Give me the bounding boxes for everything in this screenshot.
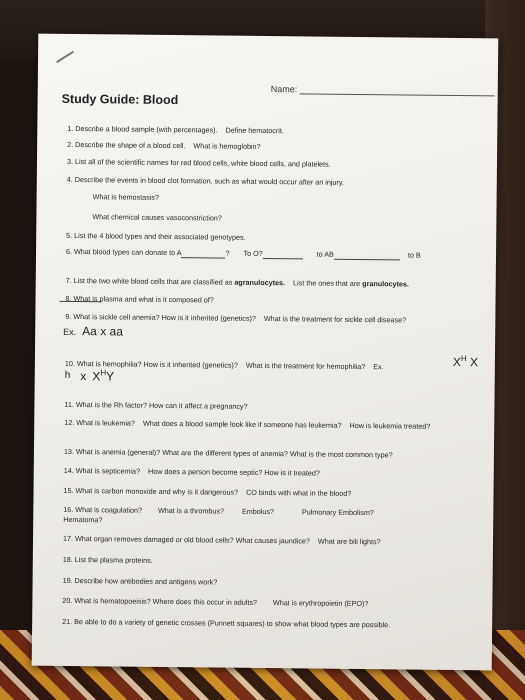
question-20-extra: What is erythropoietin (EPO)?: [272, 598, 369, 609]
question-6-qmark: ?: [225, 248, 230, 258]
question-12-extra: What does a blood sample look like if someone has leukemia?: [142, 418, 342, 430]
question-5: [66, 231, 246, 243]
question-15-text: 15. What is carbon monoxide and why is it dangerous?: [63, 485, 239, 497]
question-9-example: [63, 324, 123, 339]
x-chromosome-2: X: [469, 355, 479, 370]
question-4-sub-2-text: What chemical causes vasoconstriction?: [92, 212, 222, 223]
question-3: [67, 157, 331, 170]
agranulocytes-term: agranulocytes.: [234, 277, 286, 288]
question-2-extra: What is hemoglobin?: [193, 141, 261, 151]
question-17-extra: What are bili lights?: [317, 536, 381, 547]
question-10-text: 10. What is hemophilia? How is it inherited (genetics)?: [64, 358, 238, 370]
question-8-text: 8. What is plasma and what is it composed of?: [65, 293, 214, 305]
question-10-genotype-female: [453, 354, 478, 369]
question-16-thrombus: What is a thrombus?: [158, 505, 225, 516]
x-chromosome: X: [452, 354, 461, 370]
worksheet-paper: [32, 34, 499, 671]
page-title: Study Guide: Blood: [61, 91, 179, 108]
question-16-embolus: Embolus?: [241, 506, 274, 517]
question-6-to-b: to B: [407, 250, 421, 260]
question-19-text: 19. Describe how antibodies and antigens work?: [62, 575, 218, 587]
question-7-text-a: 7. List the two white blood cells that are classified as: [65, 275, 233, 287]
question-3-text: 3. List all of the scientific names for red blood cells, white blood cells, and platelets.: [66, 156, 331, 169]
question-14-extra: How does a person become septic? How is it treated?: [148, 466, 320, 478]
question-16: [63, 505, 374, 518]
question-17: [63, 534, 381, 547]
question-12-extra-2: How is leukemia treated?: [349, 420, 431, 431]
name-field: [271, 84, 495, 96]
question-9-text: 9. What is sickle cell anemia? How is it inherited (genetics)?: [65, 311, 256, 323]
question-7: [66, 276, 409, 290]
question-16-pulmonary-embolism: Pulmonary Embolism?: [301, 507, 374, 518]
pen-mark: [56, 51, 74, 63]
question-14-text: 14. What is septicemia?: [63, 465, 141, 476]
blank-to-a: [181, 249, 225, 258]
question-6-to-ab: to AB: [316, 249, 334, 259]
question-13-text: 13. What is anemia (general)? What are the different types of anemia? What is the most common type?: [63, 446, 393, 460]
blank-to-o: [263, 250, 303, 259]
recessive-allele: h: [64, 369, 71, 381]
question-13: [64, 447, 393, 460]
question-10-genotype-male: [65, 368, 115, 384]
question-10-example-label: Ex.: [373, 362, 384, 372]
question-15-extra: CO binds with what in the blood?: [246, 487, 352, 498]
question-7-text-b: List the ones that are: [293, 278, 361, 288]
question-21: [62, 617, 390, 630]
question-16-text: 16. What is coagulation?: [63, 504, 143, 515]
question-2: [67, 140, 261, 152]
question-8: [65, 294, 213, 306]
question-15: [63, 486, 351, 499]
name-label: Name:: [270, 84, 298, 95]
name-blank: [299, 84, 494, 96]
blank-to-ab: [334, 251, 400, 261]
question-4-sub-1-text: What is hemostasis?: [92, 192, 159, 202]
question-21-text: 21. Be able to do a variety of genetic crosses (Punnett squares) to show what blood types are possible.: [62, 616, 391, 630]
question-1: [67, 124, 284, 136]
question-9-extra: What is the treatment for sickle cell disease?: [263, 313, 407, 325]
question-20: [62, 596, 368, 609]
dominant-allele: H: [460, 354, 467, 364]
question-4-text: 4. Describe the events in blood clot formation, such as what would occur after an injury.: [66, 174, 344, 187]
question-12: [64, 418, 464, 432]
question-14: [64, 466, 320, 479]
dominant-allele-male: H: [100, 368, 107, 378]
question-4-sub-2: [92, 212, 222, 223]
question-19: [63, 576, 218, 588]
question-9: [65, 312, 406, 326]
granulocytes-term: granulocytes.: [362, 279, 409, 289]
question-11-text: 11. What is the Rh factor? How can it affect a pregnancy?: [64, 399, 248, 411]
question-4-sub-1: [93, 192, 159, 203]
example-label: Ex.: [63, 326, 77, 338]
question-17-text: 17. What organ removes damaged or old blood cells? What causes jaundice?: [62, 533, 310, 546]
question-18: [63, 555, 153, 566]
genotype-cross: Aa x aa: [82, 324, 123, 339]
question-5-text: 5. List the 4 blood types and their associated genotypes.: [66, 230, 246, 242]
y-chromosome: Y: [106, 369, 115, 384]
x-chromosome-male: X: [92, 369, 101, 384]
question-2-text: 2. Describe the shape of a blood cell.: [67, 139, 186, 151]
question-16-line-2: [63, 515, 102, 525]
question-11: [64, 400, 247, 412]
question-6-to-o: To O?: [243, 248, 263, 258]
question-16-hematoma: Hematoma?: [63, 514, 103, 525]
question-4: [67, 175, 344, 188]
question-1-extra: Define hematocrit.: [225, 125, 284, 136]
question-6-text: 6. What blood types can donate to A: [65, 246, 182, 258]
question-1-text: 1. Describe a blood sample (with percentages).: [67, 123, 218, 135]
question-18-text: 18. List the plasma proteins.: [62, 554, 153, 565]
cross-symbol: x: [80, 369, 87, 384]
question-6: [66, 247, 421, 261]
question-20-text: 20. What is hematopoeisis? Where does this occur in adults?: [62, 595, 257, 607]
question-10-extra: What is the treatment for hemophilia?: [245, 360, 366, 372]
question-12-text: 12. What is leukemia?: [64, 417, 136, 428]
